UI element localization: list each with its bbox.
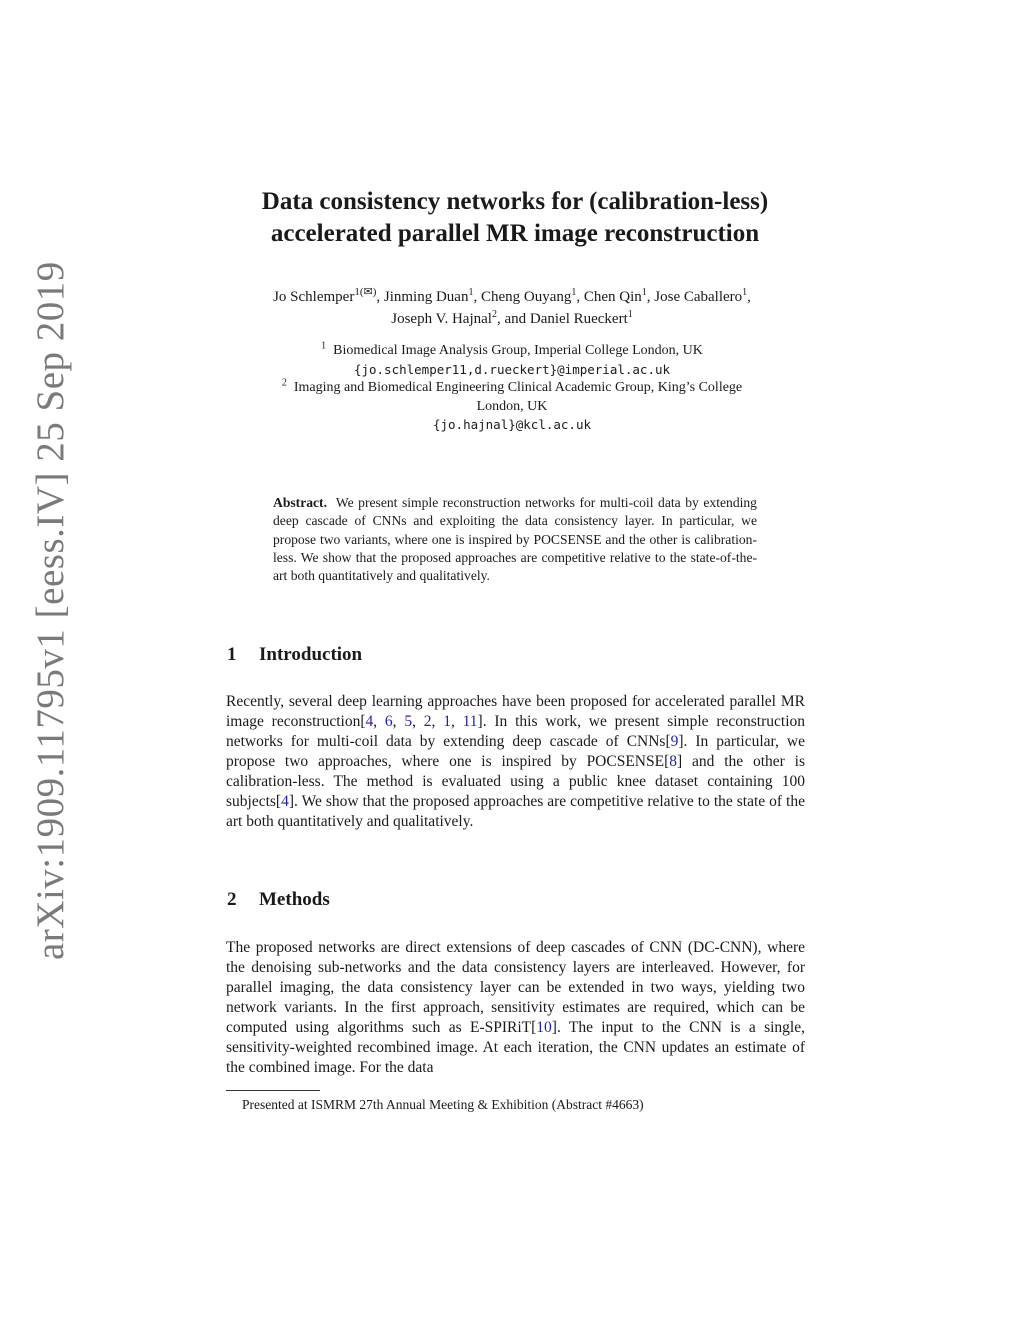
citation-link[interactable]: 1	[443, 713, 451, 730]
author: Cheng Ouyang$^1$	[480, 287, 577, 305]
introduction-paragraph: Recently, several deep learning approaches have been proposed for accelerated parallel MR image reconstruction[4, 6, 5, 2, 1, 11]. In this work, we present simple reconstruction networks for multi-coil data by extending deep cascade of CNNs[9]. In particular, we propose two approaches, where one is inspired by POCSENSE[8] and the other is calibration-less. The method is evaluated using a public knee dataset containing 100 subjects[4]. We show that the proposed approaches are competitive relative to the state of the art both quantitatively and qualitatively.	[226, 693, 806, 830]
affiliation-2: $^2$ Imaging and Biomedical Engineering Clinical Academic Group, King’s College	[281, 377, 743, 395]
affiliation-2-email[interactable]: {jo.hajnal}@kcl.ac.uk	[432, 417, 592, 432]
author: Chen Qin$^1$	[583, 287, 647, 305]
section-heading-introduction: 1 Introduction	[227, 644, 363, 665]
author: Jose Caballero$^1$	[654, 287, 748, 305]
title-line-1: Data consistency networks for (calibration-less)	[261, 188, 769, 215]
affiliations	[180, 342, 844, 435]
paper-title	[120, 186, 910, 250]
author: Joseph V. Hajnal$^2$	[391, 309, 497, 327]
abstract-text: We present simple reconstruction networks for multi-coil data by extending deep cascade of CNNs and exploiting the data consistency layer. In particular, we propose two variants, where one is inspired by POCSENSE and the other is calibration-less. We show that the proposed approaches are competitive relative to the state-of-the-art both quantitatively and qualitatively.	[273, 495, 757, 584]
citation-link[interactable]: 2	[423, 713, 432, 730]
arxiv-side-stamp: arXiv:1909.11795v1 [eess.IV] 25 Sep 2019	[29, 261, 72, 960]
citation-link[interactable]: 8	[669, 753, 677, 770]
citation-link[interactable]: 11	[462, 713, 478, 730]
methods-paragraph: The proposed networks are direct extensions of deep cascades of CNN (DC-CNN), where the denoising sub-networks and the data consistency layers are interleaved. However, for parallel imaging, the data consistency layer can be extended in two ways, yielding two network variants. In the first approach, sensitivity estimates are required, which can be computed using algorithms such as E-SPIRiT[10]. The input to the CNN is a single, sensitivity-weighted recombined image. At each iteration, the CNN updates an estimate of the combined image. For the data	[226, 939, 805, 1076]
author: Jo Schlemper$^{1(✉)}$	[273, 286, 377, 305]
author: Daniel Rueckert$^1$	[529, 309, 633, 327]
affiliation-1: $^1$ Biomedical Image Analysis Group, Imperial College London, UK	[321, 340, 703, 358]
citation-link[interactable]: 4	[281, 793, 289, 810]
title-line-2: accelerated parallel MR image reconstruction	[270, 220, 760, 247]
affiliation-2-cont: London, UK	[476, 398, 548, 414]
citation-link[interactable]: 10	[536, 1019, 552, 1036]
footnote-divider	[226, 1090, 320, 1091]
footnote: Presented at ISMRM 27th Annual Meeting & Exhibition (Abstract #4663)	[242, 1097, 644, 1112]
abstract-label: Abstract.	[273, 495, 327, 510]
abstract	[273, 494, 757, 585]
citation-link[interactable]: 5	[404, 713, 413, 730]
citation-link[interactable]: 4	[365, 713, 374, 730]
citation-link[interactable]: 6	[384, 713, 393, 730]
author-list: Jo Schlemper$^{1(✉)}$, Jinming Duan$^1$, Cheng Ouyang$^1$, Chen Qin$^1$, Jose Caballero$^1$, Joseph V. Hajnal$^2$, and Daniel Rueckert$^1$	[273, 286, 751, 327]
section-heading-methods: 2 Methods	[227, 889, 330, 910]
citation-link[interactable]: 9	[670, 733, 679, 750]
affiliation-1-email[interactable]: {jo.schlemper11,d.rueckert}@imperial.ac.uk	[353, 361, 671, 377]
author: Jinming Duan$^1$	[383, 287, 474, 305]
